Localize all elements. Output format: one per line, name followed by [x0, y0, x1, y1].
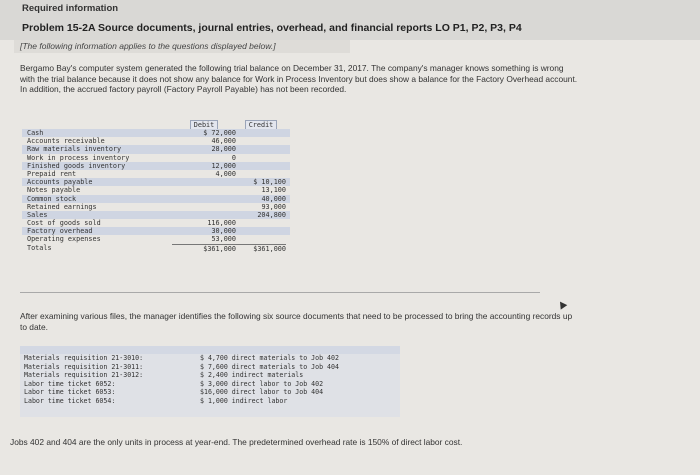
source-document-id: Materials requisition 21-3011:	[24, 362, 144, 371]
source-documents-table	[20, 346, 400, 417]
debit-value: 28,000	[211, 145, 236, 154]
trial-balance-table	[22, 120, 290, 252]
source-document-row	[20, 363, 400, 372]
account-label: Common stock	[27, 194, 77, 203]
source-document-id: Labor time ticket 6052:	[24, 379, 116, 388]
debit-value: 4,000	[215, 169, 236, 178]
trial-balance-row	[22, 129, 290, 137]
source-document-description: $ 1,000 indirect labor	[200, 396, 288, 405]
credit-value: 93,000	[261, 202, 286, 211]
credit-value: $ 10,100	[253, 178, 286, 187]
trial-balance-row	[22, 195, 290, 203]
debit-value: 0	[231, 153, 236, 162]
source-document-id: Labor time ticket 6054:	[24, 396, 116, 405]
source-document-id: Labor time ticket 6053:	[24, 388, 116, 397]
account-label: Cost of goods sold	[27, 219, 101, 228]
debit-header: Debit	[190, 120, 218, 130]
source-document-description: $ 7,600 direct materials to Job 404	[200, 362, 339, 371]
account-label: Prepaid rent	[27, 169, 77, 178]
source-document-row	[20, 354, 400, 363]
account-label: Cash	[27, 129, 44, 137]
account-label: Work in process inventory	[27, 153, 130, 162]
source-document-id: Materials requisition 21-3010:	[24, 354, 144, 362]
source-document-description: $ 2,400 indirect materials	[200, 371, 304, 380]
debit-value: $ 72,000	[203, 129, 236, 137]
credit-value: 204,800	[257, 210, 286, 219]
source-document-id: Materials requisition 21-3012:	[24, 371, 144, 380]
intro-paragraph: Bergamo Bay's computer system generated the following trial balance on December 31, 2017. The company's manager knows something is wrong with the trial balance because it does not show any balance for Work in Process Inventory but does show a balance for the Factory Overhead account. In addition, the accrued factory payroll (Factory Payroll Payable) has not been recorded.	[20, 63, 578, 94]
totals-debit: $361,000	[172, 244, 236, 253]
trial-balance-row	[22, 137, 290, 145]
source-document-description: $ 3,000 direct labor to Job 402	[200, 379, 324, 388]
trial-balance-row	[22, 186, 290, 194]
source-document-row	[20, 388, 400, 397]
source-document-row	[20, 371, 400, 380]
credit-value: 40,000	[261, 194, 286, 203]
trial-balance-row	[22, 227, 290, 235]
source-document-row	[20, 380, 400, 389]
trial-balance-header	[22, 120, 290, 129]
trial-balance-row	[22, 203, 290, 211]
account-label: Accounts payable	[27, 178, 93, 187]
totals-credit: $361,000	[236, 244, 286, 253]
trial-balance-row	[22, 162, 290, 170]
trial-balance-row	[22, 235, 290, 243]
debit-value: 116,000	[207, 219, 236, 228]
source-docs-intro: After examining various files, the manager identifies the following six source documents that need to be processed to bring the accounting records up to date.	[20, 311, 573, 332]
account-label: Retained earnings	[27, 202, 97, 211]
context-note: [The following information applies to the questions displayed below.]	[14, 40, 350, 53]
source-document-description: $ 4,700 direct materials to Job 402	[200, 354, 339, 362]
account-label: Sales	[27, 210, 48, 219]
account-label: Raw materials inventory	[27, 145, 122, 154]
source-documents-header-bar	[20, 346, 400, 354]
source-document-description: $16,000 direct labor to Job 404	[200, 388, 324, 397]
trial-balance-row	[22, 145, 290, 153]
trial-balance-row	[22, 211, 290, 219]
account-label: Accounts receivable	[27, 137, 105, 146]
account-label: Finished goods inventory	[27, 161, 126, 170]
trial-balance-row	[22, 219, 290, 227]
credit-value: 13,100	[261, 186, 286, 195]
trial-balance-row	[22, 170, 290, 178]
account-label: Operating expenses	[27, 235, 101, 244]
source-document-row	[20, 397, 400, 406]
account-label: Factory overhead	[27, 227, 93, 236]
footer-note: Jobs 402 and 404 are the only units in process at year-end. The predetermined overhead rate is 150% of direct labor cost.	[10, 437, 463, 447]
totals-row	[22, 244, 290, 252]
trial-balance-row	[22, 154, 290, 162]
debit-value: 30,000	[211, 227, 236, 236]
account-label: Notes payable	[27, 186, 81, 195]
debit-value: 12,000	[211, 161, 236, 170]
required-info-label: Required information	[22, 3, 119, 14]
debit-value: 53,000	[211, 235, 236, 244]
debit-value: 46,000	[211, 137, 236, 146]
problem-title: Problem 15-2A Source documents, journal entries, overhead, and financial reports LO P1, P2, P3, P4	[22, 22, 522, 34]
section-divider	[20, 292, 540, 293]
credit-header: Credit	[245, 120, 278, 130]
trial-balance-row	[22, 178, 290, 186]
totals-label: Totals	[27, 243, 52, 252]
mouse-cursor-icon	[557, 299, 568, 309]
